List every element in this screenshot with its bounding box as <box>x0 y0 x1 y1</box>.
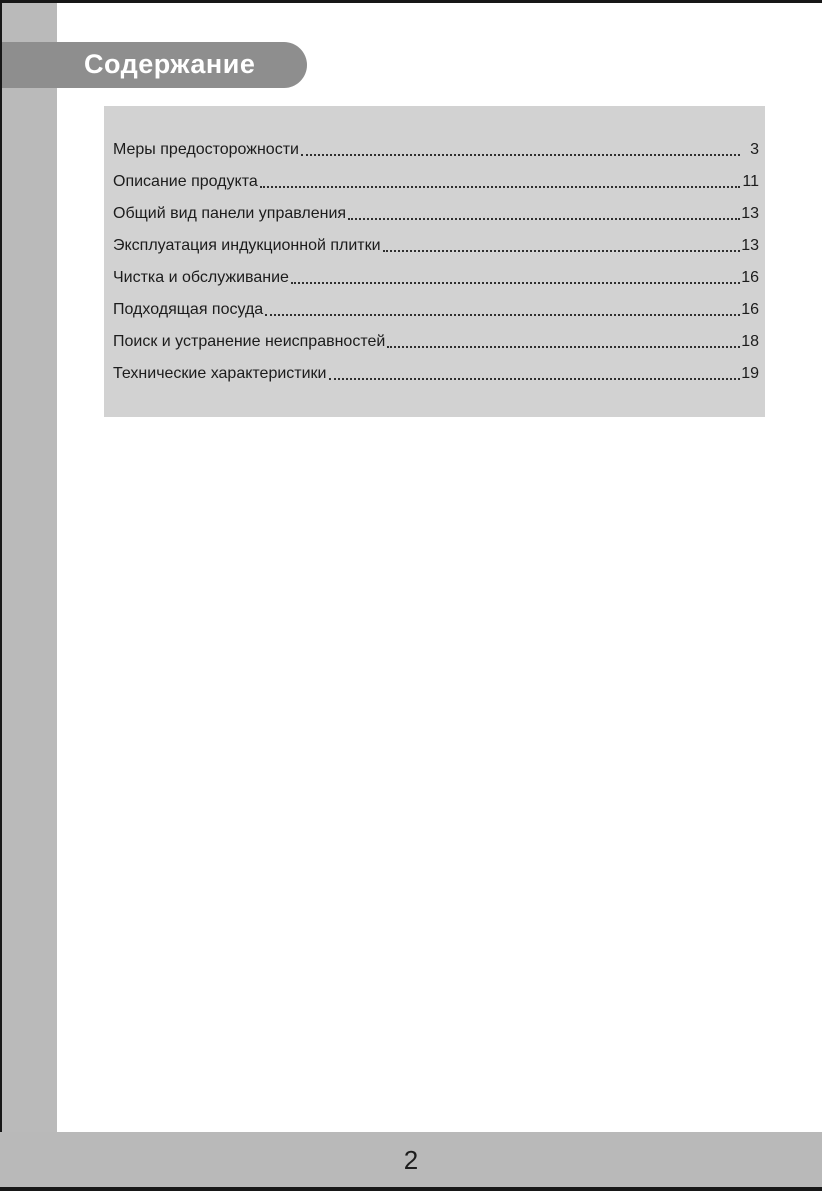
toc-entry-page: 16 <box>741 301 759 318</box>
toc-entry <box>113 198 759 230</box>
toc-entry <box>113 230 759 262</box>
left-gray-column <box>2 3 57 1132</box>
page-footer <box>0 1132 822 1187</box>
toc-entry-page: 13 <box>741 205 759 222</box>
toc-leader-dots <box>291 282 740 284</box>
toc-entry-page: 13 <box>741 237 759 254</box>
toc-entry <box>113 166 759 198</box>
toc-leader-dots <box>348 218 740 220</box>
toc-entry-page: 3 <box>750 141 759 158</box>
toc-entry-title: Технические характеристики <box>113 365 327 382</box>
footer-page-number: 2 <box>403 1144 419 1175</box>
toc-entry-title: Общий вид панели управления <box>113 205 347 222</box>
toc-entry-page: 11 <box>742 173 759 190</box>
toc-entry-title: Подходящая посуда <box>113 301 264 318</box>
toc-entry <box>113 358 759 390</box>
toc-leader-dots <box>383 250 740 252</box>
toc-leader-dots <box>260 186 740 188</box>
toc-leader-dots <box>329 378 741 380</box>
toc-entry-page: 16 <box>741 269 759 286</box>
scan-border-bottom <box>0 1187 822 1191</box>
toc-leader-dots <box>387 346 740 348</box>
toc-entry <box>113 326 759 358</box>
table-of-contents <box>104 106 765 417</box>
toc-entry <box>113 262 759 294</box>
toc-entry-title: Меры предосторожности <box>113 141 299 158</box>
toc-entry <box>113 134 759 166</box>
toc-entry-title: Эксплуатация индукционной плитки <box>113 237 381 254</box>
toc-entry-title: Поиск и устранение неисправностей <box>113 333 386 350</box>
toc-entry-page: 18 <box>741 333 759 350</box>
scan-border-top <box>0 0 822 3</box>
toc-entry-title: Описание продукта <box>113 173 258 190</box>
toc-entry-title: Чистка и обслуживание <box>113 269 289 286</box>
toc-leader-dots <box>265 314 740 316</box>
toc-leader-dots <box>301 154 740 156</box>
section-header-badge <box>2 42 307 88</box>
toc-entry <box>113 294 759 326</box>
page-title: Содержание <box>84 48 256 79</box>
toc-entry-page: 19 <box>741 365 759 382</box>
